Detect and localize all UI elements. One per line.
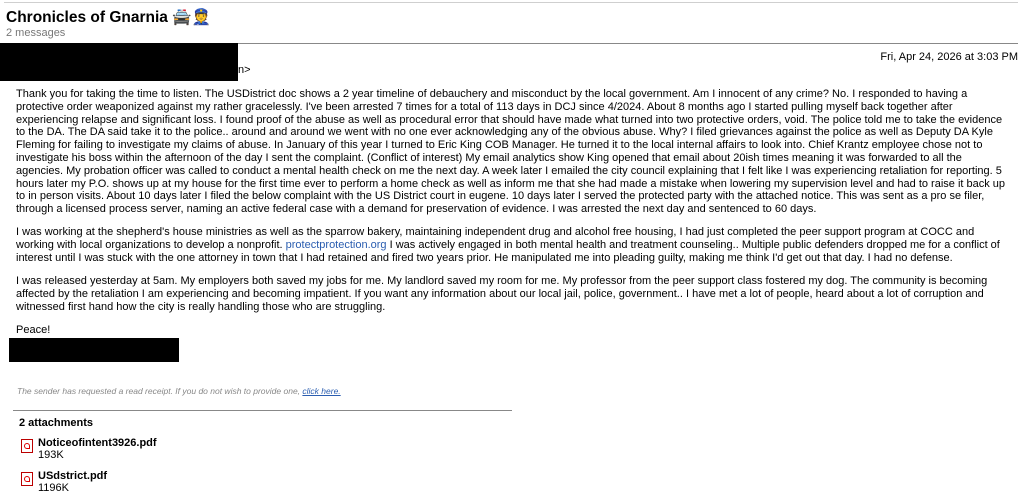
read-receipt-notice — [17, 386, 341, 396]
body-paragraph: I was released yesterday at 5am. My employers both saved my jobs for me. My landlord saved my room for me. My professor from the peer support class fostered my dog. The community is becoming affected by the retaliation I am experiencing and becoming impatient. If you want any information about our local jail, police, government.. I have met a lot of people, heard about a lot of corruption and witnessed first hand how the city is really handling those who are struggling. — [16, 275, 988, 313]
attachment-size: 193K — [38, 449, 64, 461]
thread-subject: Chronicles of Gnarnia 🚔👮 — [6, 9, 211, 26]
body-paragraph — [16, 226, 1012, 264]
paragraph-text: I was actively engaged in both mental health and treatment counseling.. Multiple public defenders dropped me for a conflict of interest until I was stuck with the one attorney in town that I had retained and fired two years prior. He manipulated me into pleading guilty, making me think I'd get out that day. I had no defense. — [16, 239, 1000, 265]
attachment-name[interactable]: USdstrict.pdf — [38, 470, 108, 482]
pdf-icon — [21, 472, 33, 486]
attachment-size: 1196K — [38, 482, 69, 494]
sender-address-tail: n> — [238, 64, 251, 76]
website-link[interactable]: protectprotection.org — [285, 239, 387, 252]
read-receipt-link[interactable]: click here. — [302, 386, 341, 396]
message-date: Fri, Apr 24, 2026 at 3:03 PM — [880, 51, 1018, 63]
paragraph-text: I was working at the shepherd's house ministries as well as the sparrow bakery, maintaining independent drug and alcohol free housing, I had just completed the peer support program at COCC and working with local organizations to develop a nonprofit. — [16, 226, 975, 252]
message-count: 2 messages — [6, 27, 66, 39]
signoff: Peace! — [16, 324, 51, 337]
top-border — [4, 2, 1018, 3]
attachments-title: 2 attachments — [19, 417, 93, 429]
attachments-divider — [13, 410, 512, 411]
message-body — [16, 88, 1012, 348]
pdf-icon — [21, 439, 33, 453]
redacted-signature — [9, 338, 179, 362]
attachment-name[interactable]: Noticeofintent3926.pdf — [38, 437, 157, 449]
redacted-sender — [0, 43, 238, 81]
body-paragraph: Thank you for taking the time to listen. The USDistrict doc shows a 2 year timeline of debauchery and misconduct by the local government. Am I innocent of any crime? No. I responded to having a protective order weaponized against my rather gracelessly. I've been arrested 7 times for a total of 113 days in DCJ since 4/2024. About 8 months ago I started pulling myself back together after experiencing relapse and significant loss. I found proof of the abuse as well as procedural error that should have made what turned into two protective orders, void. The police told me to take the evidence to the DA. The DA said take it to the police.. around and around we went with no one ever acknowledging any of the obvious abuse. Why? I filed grievances against the police as well as Deputy DA Kyle Fleming for failing to investigate my claims of abuse. In January of this year I turned to Eric King COB Manager. He turned it to the local internal affairs to look into. Chief Krantz employee chose not to investigate his boss within the afternoon of the day I sent the complaint. (Conflict of interest) My email analytics show King opened that email about 20ish times meaning it was forwarded to all the agencies. My probation officer was called to conduct a mental health check on me the next day. A week later I emailed the city council explaining that I felt like I was experiencing retaliation for reporting. 5 hours later my P.O. shows up at my house for the first time ever to perform a home check as well as inform me that she had made a mistake when lowering my supervision level and had to raise it back up to in person visits. About 10 days later I filed the below complaint with the US District court in eugene. 10 days later I served the protected party with the attached notice. This was sent as a pro se filer, through a licensed process server, naming an active federal case with a demand for preservation of evidence. I was arrested the next day and sentenced to 60 days. — [16, 88, 1006, 216]
receipt-text: The sender has requested a read receipt. If you do not wish to provide one, — [17, 386, 303, 396]
